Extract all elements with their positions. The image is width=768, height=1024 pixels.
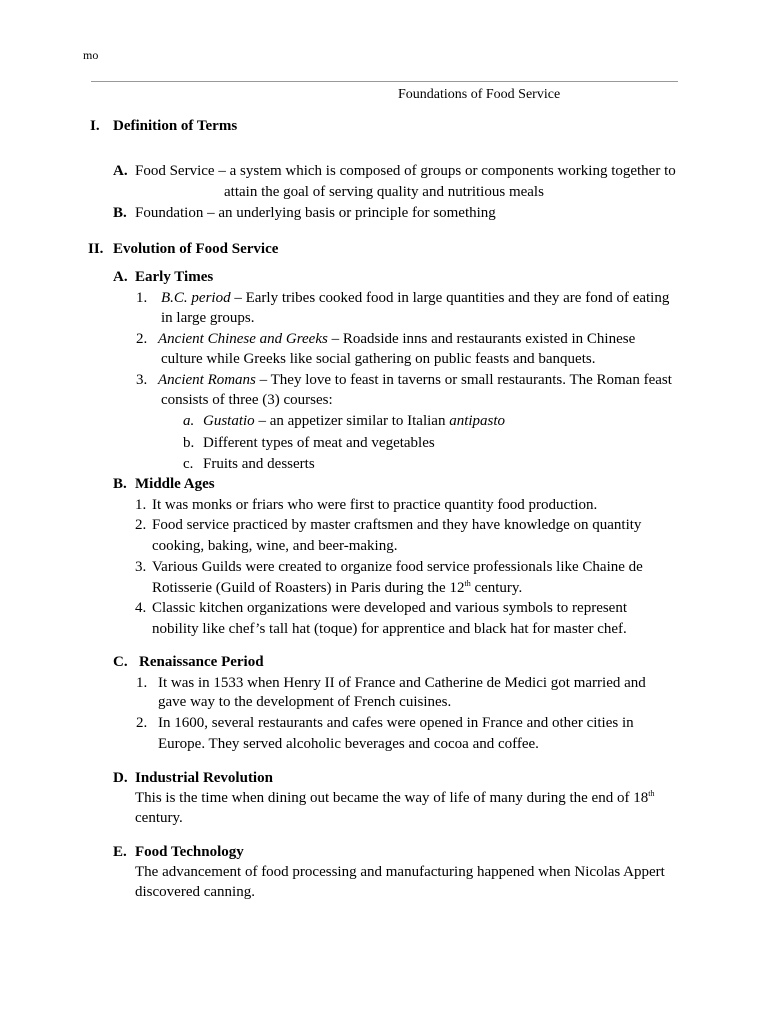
renaissance-1-line1: It was in 1533 when Henry II of France and Catherine de Medici got married and bbox=[158, 675, 646, 691]
author-initials: mo bbox=[83, 48, 99, 62]
early-3-line2: consists of three (3) courses: bbox=[161, 392, 333, 408]
early-heading: Early Times bbox=[135, 269, 214, 285]
course-a-term2: antipasto bbox=[449, 413, 506, 429]
section-2-numeral: II. bbox=[88, 241, 104, 257]
early-1-line2: in large groups. bbox=[161, 310, 255, 326]
def-foundation bbox=[135, 203, 496, 223]
middle-3-sup: th bbox=[464, 579, 471, 588]
industrial-line1 bbox=[135, 788, 654, 808]
def-a-letter: A. bbox=[113, 163, 128, 179]
technology-line2: discovered canning. bbox=[135, 884, 255, 900]
course-a-letter: a. bbox=[183, 413, 195, 429]
document-title: Foundations of Food Service bbox=[398, 87, 561, 102]
def-term: Foundation bbox=[135, 205, 204, 221]
middle-3-line2-text: Rotisserie (Guild of Roasters) in Paris during the 12 bbox=[152, 580, 465, 596]
early-3-num: 3. bbox=[136, 372, 148, 388]
middle-2-line1: Food service practiced by master craftsmen and they have knowledge on quantity bbox=[152, 517, 642, 533]
renaissance-letter: C. bbox=[113, 654, 128, 670]
middle-2-line2: cooking, baking, wine, and beer-making. bbox=[152, 538, 398, 554]
early-1-term: B.C. period bbox=[161, 290, 231, 306]
def-text: – an underlying basis or principle for something bbox=[203, 205, 496, 221]
renaissance-heading: Renaissance Period bbox=[139, 654, 264, 670]
header-rule bbox=[91, 81, 678, 82]
early-2-num: 2. bbox=[136, 331, 148, 347]
early-2-line2: culture while Greeks like social gathering on public feasts and banquets. bbox=[161, 351, 596, 367]
early-3-line1 bbox=[158, 370, 672, 390]
renaissance-2-line1: In 1600, several restaurants and cafes were opened in France and other cities in bbox=[158, 715, 634, 731]
middle-letter: B. bbox=[113, 476, 127, 492]
early-3-text: – They love to feast in taverns or small restaurants. The Roman feast bbox=[255, 372, 672, 388]
middle-heading: Middle Ages bbox=[135, 476, 215, 492]
renaissance-1-num: 1. bbox=[136, 675, 148, 691]
technology-heading: Food Technology bbox=[135, 844, 244, 860]
middle-3-line2 bbox=[152, 578, 522, 598]
course-a-term: Gustatio bbox=[203, 413, 255, 429]
course-b-text: Different types of meat and vegetables bbox=[203, 435, 435, 451]
course-a-text: – an appetizer similar to Italian bbox=[254, 413, 450, 429]
early-1-num: 1. bbox=[136, 290, 148, 306]
middle-1-line1: It was monks or friars who were first to practice quantity food production. bbox=[152, 497, 598, 513]
section-1-numeral: I. bbox=[90, 118, 100, 134]
renaissance-2-line2: Europe. They served alcoholic beverages and cocoa and coffee. bbox=[158, 736, 539, 752]
early-1-text: – Early tribes cooked food in large quantities and they are fond of eating bbox=[230, 290, 670, 306]
middle-3-num: 3. bbox=[135, 559, 147, 575]
course-c-text: Fruits and desserts bbox=[203, 456, 315, 472]
def-b-letter: B. bbox=[113, 205, 127, 221]
def-food-service-line2: attain the goal of serving quality and nutritious meals bbox=[224, 184, 544, 200]
industrial-heading: Industrial Revolution bbox=[135, 770, 273, 786]
middle-2-num: 2. bbox=[135, 517, 147, 533]
early-2-term: Ancient Chinese and Greeks bbox=[158, 331, 328, 347]
course-b-letter: b. bbox=[183, 435, 195, 451]
industrial-letter: D. bbox=[113, 770, 128, 786]
early-2-text: – Roadside inns and restaurants existed in Chinese bbox=[327, 331, 636, 347]
early-2-line1 bbox=[158, 329, 635, 349]
renaissance-1-line2: gave way to the development of French cuisines. bbox=[158, 694, 452, 710]
early-1-line1 bbox=[161, 288, 669, 308]
middle-1-num: 1. bbox=[135, 497, 147, 513]
technology-letter: E. bbox=[113, 844, 127, 860]
industrial-sup: th bbox=[648, 789, 655, 798]
industrial-text: This is the time when dining out became the way of life of many during the end of 18 bbox=[135, 790, 649, 806]
def-term: Food Service bbox=[135, 163, 215, 179]
course-c-letter: c. bbox=[183, 456, 194, 472]
middle-3-line2-end: century. bbox=[470, 580, 523, 596]
middle-4-line1: Classic kitchen organizations were developed and various symbols to represent bbox=[152, 600, 628, 616]
renaissance-2-num: 2. bbox=[136, 715, 148, 731]
section-2-heading: Evolution of Food Service bbox=[113, 241, 279, 257]
middle-3-line1: Various Guilds were created to organize food service professionals like Chaine de bbox=[152, 559, 643, 575]
def-food-service bbox=[135, 161, 676, 181]
early-3-term: Ancient Romans bbox=[158, 372, 256, 388]
course-a bbox=[203, 411, 505, 431]
def-text: – a system which is composed of groups or components working together to bbox=[214, 163, 676, 179]
technology-line1: The advancement of food processing and manufacturing happened when Nicolas Appert bbox=[135, 864, 665, 880]
middle-4-line2: nobility like chef’s tall hat (toque) for apprentice and black hat for master chef. bbox=[152, 621, 627, 637]
section-1-heading: Definition of Terms bbox=[113, 118, 238, 134]
early-letter: A. bbox=[113, 269, 128, 285]
middle-4-num: 4. bbox=[135, 600, 147, 616]
industrial-line2: century. bbox=[135, 810, 183, 826]
